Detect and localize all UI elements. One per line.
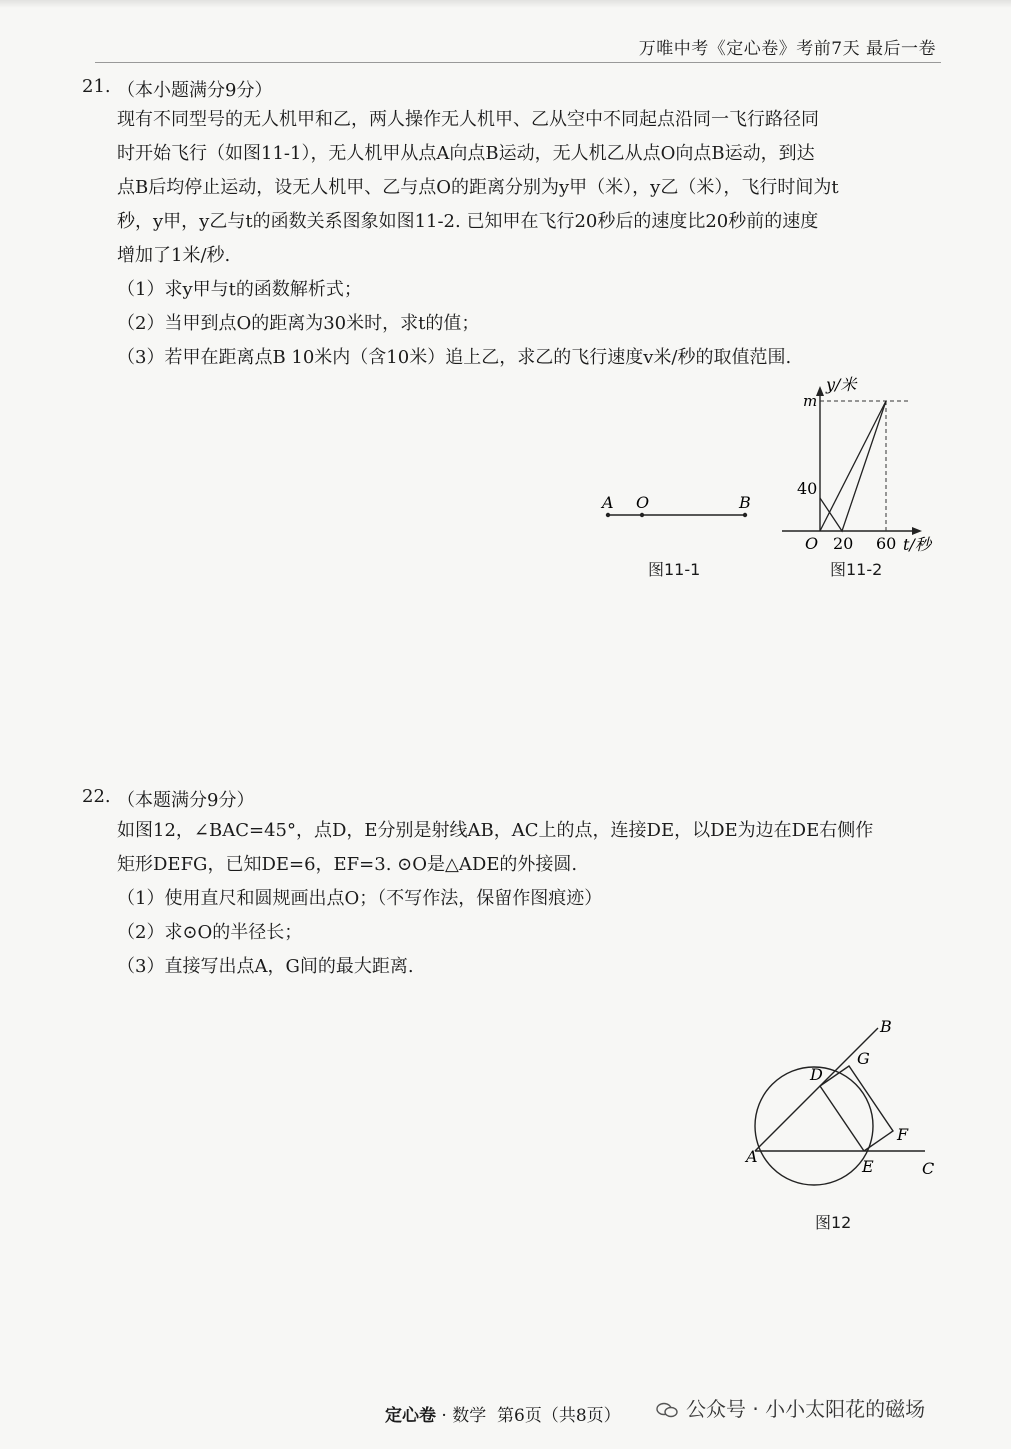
y-axis-label: y/米 xyxy=(826,375,857,394)
q22-part-1: （1）使用直尺和圆规画出点O；（不写作法，保留作图痕迹） xyxy=(117,888,603,909)
label-a: A xyxy=(746,1147,758,1166)
tick-40: 40 xyxy=(797,479,818,498)
figure-11-2 xyxy=(780,370,945,555)
q21-stem-line: 现有不同型号的无人机甲和乙，两人操作无人机甲、乙从空中不同起点沿同一飞行路径同 xyxy=(117,109,819,130)
x-axis-label: t/秒 xyxy=(903,535,931,554)
wechat-icon xyxy=(656,1402,678,1418)
tick-m: m xyxy=(803,392,818,410)
q22-stem-line: 矩形DEFG，已知DE=6，EF=3. ⊙O是△ADE的外接圆. xyxy=(117,854,578,875)
tick-20: 20 xyxy=(833,534,854,553)
rectangle-defg xyxy=(820,1066,893,1151)
q21-stem xyxy=(117,103,839,375)
point-a xyxy=(606,513,610,517)
footer-separator: · xyxy=(436,1406,453,1426)
point-b xyxy=(743,513,747,517)
label-g: G xyxy=(857,1049,870,1068)
q21-part-1: （1）求y甲与t的函数解析式； xyxy=(117,279,362,300)
figure-12-caption: 图12 xyxy=(815,1213,852,1232)
label-c: C xyxy=(922,1159,935,1178)
label-a: A xyxy=(602,493,614,512)
scan-edge xyxy=(0,0,1011,8)
watermark-text: 公众号 · 小小太阳花的磁场 xyxy=(686,1397,926,1421)
q22-part-2: （2）求⊙O的半径长； xyxy=(117,922,303,943)
q22-stem-line: 如图12，∠BAC=45°，点D，E分别是射线AB，AC上的点，连接DE，以DE为边在DE右侧作 xyxy=(117,820,874,841)
q21-number: 21. xyxy=(82,76,111,97)
label-f: F xyxy=(897,1125,909,1144)
label-d: D xyxy=(810,1065,823,1084)
q21-stem-line: 点B后均停止运动，设无人机甲、乙与点O的距离分别为y甲（米），y乙（米），飞行时间为t xyxy=(117,177,839,198)
page-footer xyxy=(385,1401,621,1426)
footer-page-number: 第6页（共8页） xyxy=(497,1406,621,1426)
q22-number: 22. xyxy=(82,786,111,807)
q21-part-3: （3）若甲在距离点B 10米内（含10米）追上乙，求乙的飞行速度v米/秒的取值范围. xyxy=(117,347,792,368)
footer-subject: 数学 xyxy=(452,1406,487,1426)
figure-11-1 xyxy=(595,490,765,530)
graph-line-yi xyxy=(820,401,886,531)
q22-part-3: （3）直接写出点A，G间的最大距离. xyxy=(117,956,414,977)
wechat-watermark xyxy=(652,1391,929,1424)
label-e: E xyxy=(862,1157,874,1176)
x-axis-arrow xyxy=(912,527,922,535)
figure-12 xyxy=(730,1010,950,1200)
footer-brand: 定心卷 xyxy=(385,1406,436,1426)
origin-label: O xyxy=(805,534,819,553)
label-o: O xyxy=(636,493,650,512)
q21-stem-line: 时开始飞行（如图11-1），无人机甲从点A向点B运动，无人机乙从点O向点B运动，到达 xyxy=(117,143,815,164)
q22-stem xyxy=(117,814,873,984)
q21-part-2: （2）当甲到点O的距离为30米时，求t的值； xyxy=(117,313,480,334)
segment-de xyxy=(820,1086,864,1151)
figure-11-1-caption: 图11-1 xyxy=(648,560,701,579)
page-header-title: 万唯中考《定心卷》考前7天 最后一卷 xyxy=(638,39,936,59)
label-b: B xyxy=(880,1017,892,1036)
figure-11-2-caption: 图11-2 xyxy=(830,560,883,579)
q22-score: （本题满分9分） xyxy=(117,790,255,811)
header-divider xyxy=(95,62,941,63)
q21-score: （本小题满分9分） xyxy=(117,80,273,101)
point-o xyxy=(640,513,644,517)
label-b: B xyxy=(739,493,751,512)
q21-stem-line: 秒，y甲，y乙与t的函数关系图象如图11-2. 已知甲在飞行20秒后的速度比20秒前的速度 xyxy=(117,211,819,232)
tick-60: 60 xyxy=(876,534,897,553)
q21-stem-line: 增加了1米/秒. xyxy=(117,245,231,266)
circle-o xyxy=(755,1067,873,1185)
